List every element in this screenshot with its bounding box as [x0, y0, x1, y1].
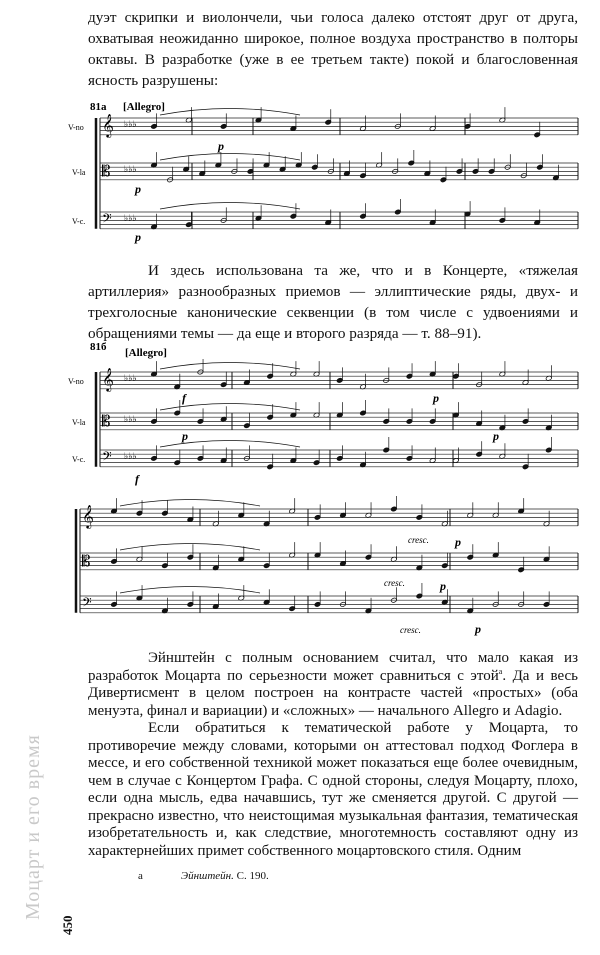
paragraph-text: дуэт скрипки и виолончели, чьи голоса далеко отстоят друг от друга, охватывая неожиданно широкое, полное воздуха пространство в полторы октавы. В разработке (уже в ее третьем такте) покой и благословенная ясность разрушены:: [88, 9, 578, 89]
dynamic-mark: p: [218, 139, 224, 153]
dynamic-mark: cresc.: [400, 625, 421, 635]
dynamic-mark: p: [433, 391, 439, 405]
key-signature-flats-icon: ♭♭♭: [124, 415, 137, 425]
slur: [160, 154, 300, 161]
footnote: [138, 870, 269, 882]
dynamic-mark: p: [475, 622, 481, 636]
paragraph-text: Эйнштейн с полным основанием считал, что мало какая из разработок Моцарта по серьезности может сравниться с этой: [88, 650, 578, 684]
paragraph-text: . Да и весь Дивертисмент в целом построен на контрасте частей «простых» (оба менуэта, финал и вариации) и «сложных» — начального Allegro и Adagio.: [88, 667, 578, 719]
alto-clef-icon: 𝄡: [82, 552, 91, 570]
dynamic-mark: cresc.: [384, 578, 405, 588]
dynamic-mark: p: [455, 535, 461, 549]
key-signature-flats-icon: ♭♭♭: [124, 214, 137, 224]
tempo-marking: [Allegro]: [123, 101, 165, 113]
page-number: 450: [60, 915, 75, 935]
dynamic-mark: cresc.: [408, 535, 429, 545]
key-signature-flats-icon: ♭♭♭: [124, 374, 137, 384]
footnote-mark: a: [138, 870, 143, 882]
key-signature-flats-icon: ♭♭♭: [124, 165, 137, 175]
key-signature-flats-icon: ♭♭♭: [124, 452, 137, 462]
slur: [120, 587, 260, 594]
bass-clef-icon: 𝄢: [82, 595, 92, 613]
slur: [160, 363, 300, 370]
alto-clef-icon: 𝄡: [102, 162, 111, 180]
running-side-title: Моцарт и его время: [22, 734, 44, 920]
slur: [160, 109, 300, 116]
treble-clef-icon: 𝄞: [102, 367, 114, 391]
footnote-author: Эйнштейн.: [180, 870, 234, 882]
treble-clef-icon: 𝄞: [82, 504, 94, 528]
key-signature-flats-icon: ♭♭♭: [124, 120, 137, 130]
dynamic-mark: p: [135, 182, 141, 196]
alto-clef-icon: 𝄡: [102, 412, 111, 430]
instrument-label-violin: V-no: [68, 123, 84, 132]
bass-clef-icon: 𝄢: [102, 449, 112, 467]
dynamic-mark: p: [182, 429, 188, 443]
tempo-marking: [Allegro]: [125, 347, 167, 359]
footnote-reference-text: С. 190.: [236, 870, 269, 882]
slur: [160, 203, 300, 210]
footnote-reference[interactable]: a: [498, 666, 503, 676]
dynamic-mark: p: [493, 429, 499, 443]
instrument-label-viola: V-la: [72, 418, 86, 427]
paragraph-text: И здесь использована та же, что и в Концерте, «тяжелая артиллерия» разнообразных приемов — эллиптические ряды, двух- и трехголосные канонические секвенции (в том числе с удвоениями и обращениями темы — да еще и второго разряда — т. 88–91).: [88, 262, 578, 342]
paragraph-thematic-work: Если обратиться к тематической работе у Моцарта, то противоречие между словами, которыми он аттестовал подход Фоглера в мессе, и его собственной техникой может показаться еще более очевидным, чем в случае с Концертом Графа. С одной стороны, следуя Моцарту, плохо, если одна мысль, едва начавшись, тут же сменяется другой. С другой — прекрасно известно, что неистощимая музыкальная фантазия, тематическая изобретательность и, как следствие, многотемность составляют одну из характернейших примет собственного моцартовского стиля. Одним: [88, 720, 578, 859]
slur: [120, 500, 260, 507]
slur: [120, 544, 260, 551]
dynamic-mark: p: [440, 579, 446, 593]
treble-clef-icon: 𝄞: [102, 113, 114, 137]
slur: [160, 404, 300, 411]
dynamic-mark: f: [135, 472, 139, 486]
instrument-label-viola: V-la: [72, 168, 86, 177]
instrument-label-cello: V-c.: [72, 455, 86, 464]
bass-clef-icon: 𝄢: [102, 211, 112, 229]
dynamic-mark: p: [135, 230, 141, 244]
dynamic-mark: f: [182, 391, 186, 405]
instrument-label-cello: V-c.: [72, 217, 86, 226]
example-number: 81a: [90, 101, 107, 113]
slur: [160, 441, 300, 448]
example-number: 81б: [90, 341, 107, 353]
instrument-label-violin: V-no: [68, 377, 84, 386]
